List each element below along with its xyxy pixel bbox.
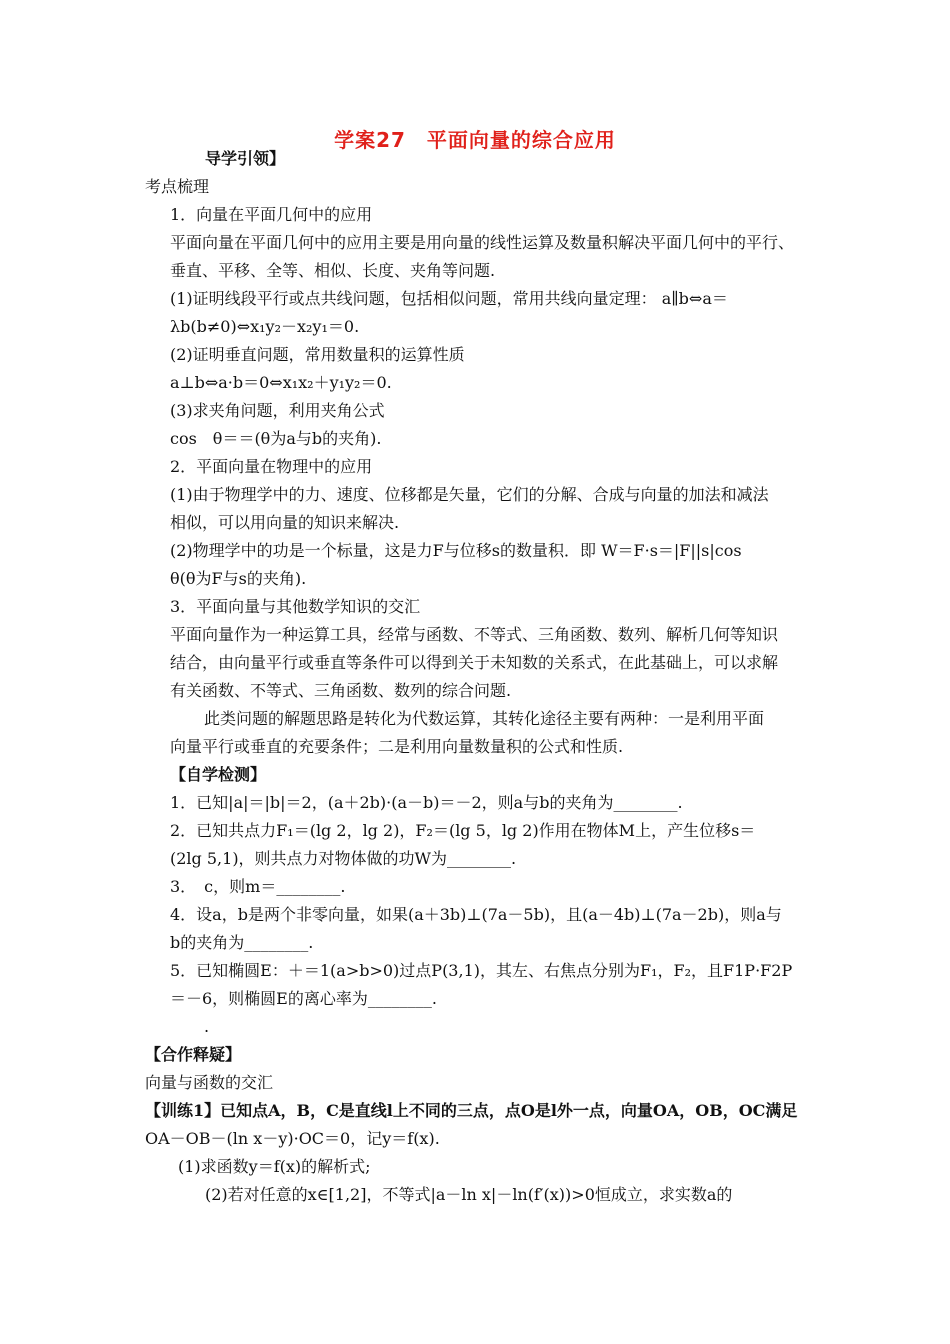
text-line: 4．设a，b是两个非零向量，如果(a＋3b)⊥(7a－5b)，且(a－4b)⊥(7a－2b)，则a与 — [170, 905, 782, 924]
text-line: 【合作释疑】 — [145, 1045, 242, 1064]
text-line: (2)若对任意的x∈[1,2]，不等式|a－ln x|－ln(f′(x))>0恒成立，求实数a的 — [205, 1185, 733, 1204]
text-line: 【训练1】已知点A，B，C是直线l上不同的三点，点O是l外一点，向量OA，OB，OC满足 — [145, 1101, 798, 1120]
text-line: 2．平面向量在物理中的应用 — [170, 457, 373, 476]
text-line: cos θ＝＝(θ为a与b的夹角). — [170, 429, 382, 448]
page-title: 学案27 平面向量的综合应用 — [334, 128, 616, 152]
text-line: (1)由于物理学中的力、速度、位移都是矢量，它们的分解、合成与向量的加法和减法 — [170, 485, 769, 504]
text-line: 1．已知|a|＝|b|＝2，(a＋2b)·(a－b)＝－2，则a与b的夹角为________. — [170, 793, 683, 812]
text-line: (1)求函数y＝f(x)的解析式; — [178, 1157, 371, 1176]
text-line: ＝－6，则椭圆E的离心率为________. — [170, 989, 437, 1008]
text-line: θ(θ为F与s的夹角). — [170, 569, 307, 588]
text-line: 5．已知椭圆E：＋＝1(a>b>0)过点P(3,1)，其左、右焦点分别为F₁，F₂，且F1P·F2P — [170, 961, 793, 980]
text-line: 向量平行或垂直的充要条件；二是利用向量数量积的公式和性质. — [170, 737, 624, 756]
text-line: 结合，由向量平行或垂直等条件可以得到关于未知数的关系式，在此基础上，可以求解 — [170, 653, 779, 672]
text-line: (2lg 5,1)，则共点力对物体做的功W为________. — [170, 849, 517, 868]
text-line: 3．平面向量与其他数学知识的交汇 — [170, 597, 421, 616]
text-line: 导学引领】 — [205, 149, 286, 168]
text-line: 此类问题的解题思路是转化为代数运算，其转化途径主要有两种：一是利用平面 — [204, 709, 765, 728]
text-line: a⊥b⇔a·b＝0⇔x₁x₂＋y₁y₂＝0. — [170, 373, 392, 392]
text-line: 1．向量在平面几何中的应用 — [170, 205, 373, 224]
text-line: 有关函数、不等式、三角函数、数列的综合问题. — [170, 681, 512, 700]
text-line: 2．已知共点力F₁＝(lg 2，lg 2)，F₂＝(lg 5，lg 2)作用在物体M上，产生位移s＝ — [170, 821, 756, 840]
text-line: OA－OB－(ln x－y)·OC＝0，记y＝f(x). — [145, 1129, 440, 1148]
text-line: (1)证明线段平行或点共线问题，包括相似问题，常用共线向量定理： a∥b⇔a＝ — [170, 289, 728, 308]
text-line: (2)物理学中的功是一个标量，这是力F与位移s的数量积．即 W＝F·s＝|F||s|cos — [170, 541, 742, 560]
text-line: 考点梳理 — [145, 177, 210, 196]
text-line: 3． c，则m＝________. — [170, 877, 346, 896]
text-line: . — [204, 1017, 210, 1036]
text-line: b的夹角为________. — [170, 933, 314, 952]
text-line: λb(b≠0)⇔x₁y₂－x₂y₁＝0. — [170, 317, 360, 336]
text-line: (2)证明垂直问题，常用数量积的运算性质 — [170, 345, 465, 364]
text-line: 相似，可以用向量的知识来解决. — [170, 513, 400, 532]
text-line: 向量与函数的交汇 — [145, 1073, 274, 1092]
text-line: 平面向量作为一种运算工具，经常与函数、不等式、三角函数、数列、解析几何等知识 — [170, 625, 779, 644]
text-line: 平面向量在平面几何中的应用主要是用向量的线性运算及数量积解决平面几何中的平行、 — [170, 233, 795, 252]
text-line: (3)求夹角问题，利用夹角公式 — [170, 401, 385, 420]
text-line: 垂直、平移、全等、相似、长度、夹角等问题. — [170, 261, 496, 280]
text-line: 【自学检测】 — [170, 765, 267, 784]
